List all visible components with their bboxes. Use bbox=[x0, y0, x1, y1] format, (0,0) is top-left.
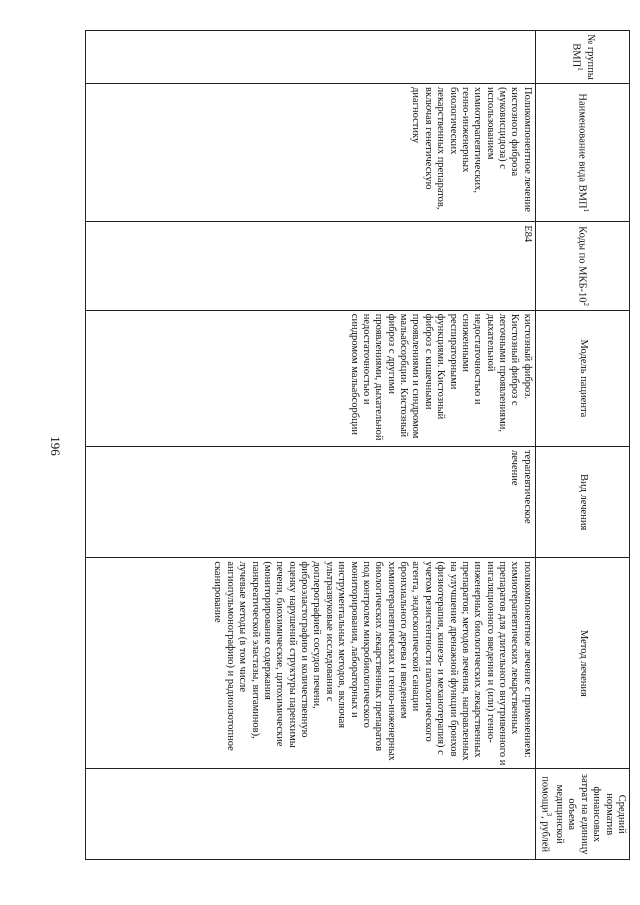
header-treatment-method: Метод лечения bbox=[535, 558, 629, 769]
cell-patient-model: кистозный фиброз. Кистозный фиброз с легочными проявлениями, дыхательной недостаточностью и сниженными респираторными функциями. Кистозный фиброз с кишечными проявлениями и синдромом мальабсорбции. Кистозный фиброз с другими проявлениями, дыхательной недостаточностью и синдромом мальабсорбции bbox=[85, 310, 535, 446]
table-header-row bbox=[535, 31, 629, 860]
cell-avg-cost bbox=[85, 769, 535, 860]
vmp-table-wrapper bbox=[85, 30, 630, 860]
cell-treatment-method: поликомпонентное лечение с применением: химиотерапевтических лекарственных препаратов для длительного внутривенного и ингаляционного введения и (или) генно-инженерных биологических лекарственных препаратов; методов лечения, направленных на улучшение дренажной функции бронхов (физиотерапия, кинезо- и механотерапия) с учетом резистентности патологического агента, эндоскопической санации бронхиального дерева и введением химиотерапевтических и генно-инженерных биологических лекарственных препаратов под контролем микробиологического мониторирования, лабораторных и инструментальных методов, включая ультразвуковые исследования с доплерографией сосудов печени, фиброэластографию и количественную оценку нарушений структуры паренхимы печени, биохимические, цитохимические (мониторирование содержания панкреатической эластазы, витаминов), лучевые методы (в том числе ангиопульмонографию) и радиоизотопное сканирование bbox=[85, 558, 535, 769]
header-group-no: № группы ВМП$^1$ bbox=[535, 31, 629, 84]
cell-icd-codes: E84 bbox=[85, 222, 535, 310]
header-vmp-name: Наименование вида ВМП$^1$ bbox=[535, 84, 629, 222]
header-avg-cost: Средний норматив финансовых затрат на единицу объема медицинской помощи$^3$, рублей bbox=[535, 769, 629, 860]
cell-treatment-type: терапевтическое лечение bbox=[85, 447, 535, 558]
header-icd-codes: Коды по МКБ-$10^2$ bbox=[535, 222, 629, 310]
rotated-page-content bbox=[85, 30, 630, 860]
table-row bbox=[85, 31, 535, 860]
header-patient-model: Модель пациента bbox=[535, 310, 629, 446]
cell-group-no bbox=[85, 31, 535, 84]
page-number: 196 bbox=[48, 436, 63, 456]
header-treatment-type: Вид лечения bbox=[535, 447, 629, 558]
vmp-table bbox=[85, 30, 630, 860]
cell-vmp-name: Поликомпонентное лечение кистозного фиброза (муковисцидоза) с использованием химиотерапевтических, генно-инженерных биологических лекарственных препаратов, включая генетическую диагностику bbox=[85, 84, 535, 222]
